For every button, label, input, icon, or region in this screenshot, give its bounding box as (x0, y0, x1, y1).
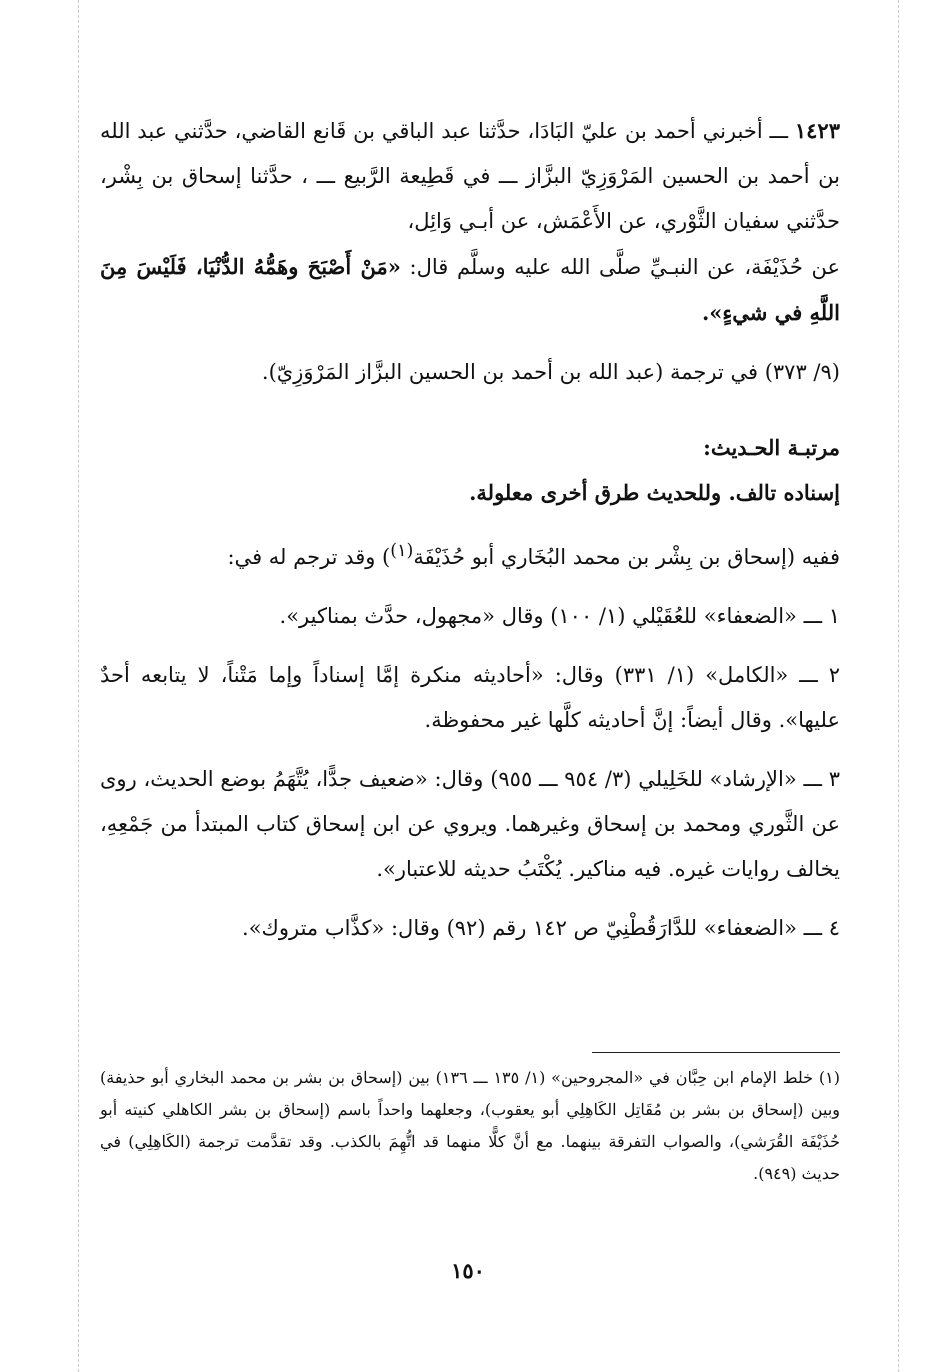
grading-verdict: إسناده تالف. وللحديث طرق أخرى معلولة. (469, 480, 840, 505)
hadith-matn (100, 244, 840, 336)
source-item: ٢ ـــ «الكامل» (١/ ٣٣١) وقال: «أحاديثه منكرة إمَّا إسناداً وإما مَتْناً، لا يتابعه أحدٌ عليها». وقال أيضاً: إنَّ أحاديثه كلَّها غير محفوظة. (100, 663, 840, 732)
matn-intro: عن حُذَيْفَة، عن النبـيِّ صلَّى الله عليه وسلَّم قال: (409, 255, 841, 279)
page-number: ١٥٠ (451, 1258, 485, 1283)
footnote: (١) خلط الإمام ابن حِبَّان في «المجروحين» (١/ ١٣٥ ـــ ١٣٦) بين (إسحاق بن بشر بن محمد البخاري أبو حذيفة) وبين (إسحاق بن بشر بن مُقَاتِل الكَاهِلِي أبو يعقوب)، وجعلهما واحداً باسم (إسحاق بن بشر الكاهلي كنيته أبو حُذَيْفَة القُرَشي)، والصواب التفرقة بينهما. مع أنَّ كلًّا منهما قد اتُّهِمَ بالكذب. وقد تقدَّمت ترجمة (الكَاهِلِي) في حديث (٩٤٩). (100, 1068, 841, 1183)
grading-intro-text: ففيه (إسحاق بن بِشْر بن محمد البُخَاري أبو حُذَيْفَة (413, 545, 840, 569)
main-text (100, 108, 840, 951)
hadith-reference: (٩/ ٣٧٣) في ترجمة (عبد الله بن أحمد بن الحسين البزَّاز المَرْوَزِيّ). (261, 360, 840, 384)
scan-margin-line (78, 0, 79, 1372)
hadith-number: ١٤٢٣ (794, 118, 840, 143)
source-item: ١ ـــ «الضعفاء» للعُقَيْلي (١/ ١٠٠) وقال «مجهول، حدَّث بمناكير». (279, 604, 840, 628)
grading-intro (100, 529, 840, 580)
source-item: ٤ ـــ «الضعفاء» للدَّارَقُطْنِيّ ص ١٤٢ رقم (٩٢) وقال: «كذَّاب متروك». (242, 916, 840, 940)
matn-text: «مَنْ أَصْبَحَ وهَمُّهُ الدُّنْيَا، فَلَيْسَ مِنَ اللَّهِ في شيءٍ». (100, 254, 840, 325)
footnotes (100, 1062, 840, 1190)
scan-margin-line (898, 0, 899, 1372)
footnote-separator (592, 1052, 840, 1053)
footnote-marker: (١) (390, 541, 414, 561)
hadith-isnad (100, 108, 840, 244)
isnad-text: ـــ أخبرني أحمد بن عليّ البَادَا، حدَّثنا عبد الباقي بن قَانع القاضي، حدَّثني عبد الله بن أحمد بن الحسين المَرْوَزِيّ البزَّاز ـــ في قَطِيعة الرَّبيع ـــ ، حدَّثنا إسحاق بن بِشْر، حدَّثني سفيان الثَّوْري، عن الأَعْمَش، عن أبـي وَائِل، (100, 119, 840, 233)
source-item: ٣ ـــ «الإرشاد» للخَلِيلي (٣/ ٩٥٤ ـــ ٩٥٥) وقال: «ضعيف جدًّا، يُتَّهَمُ بوضع الحديث، روى عن الثَّوري ومحمد بن إسحاق وغيرهما. ويروي عن ابن إسحاق كتاب المبتدأ من جَمْعِهِ، يخالف روايات غيره. فيه مناكير. يُكْتَبُ حديثه للاعتبار». (100, 767, 840, 881)
grading-intro-tail: ) وقد ترجم له في: (227, 545, 391, 569)
grading-heading: مرتبـة الحـديث: (703, 435, 840, 460)
